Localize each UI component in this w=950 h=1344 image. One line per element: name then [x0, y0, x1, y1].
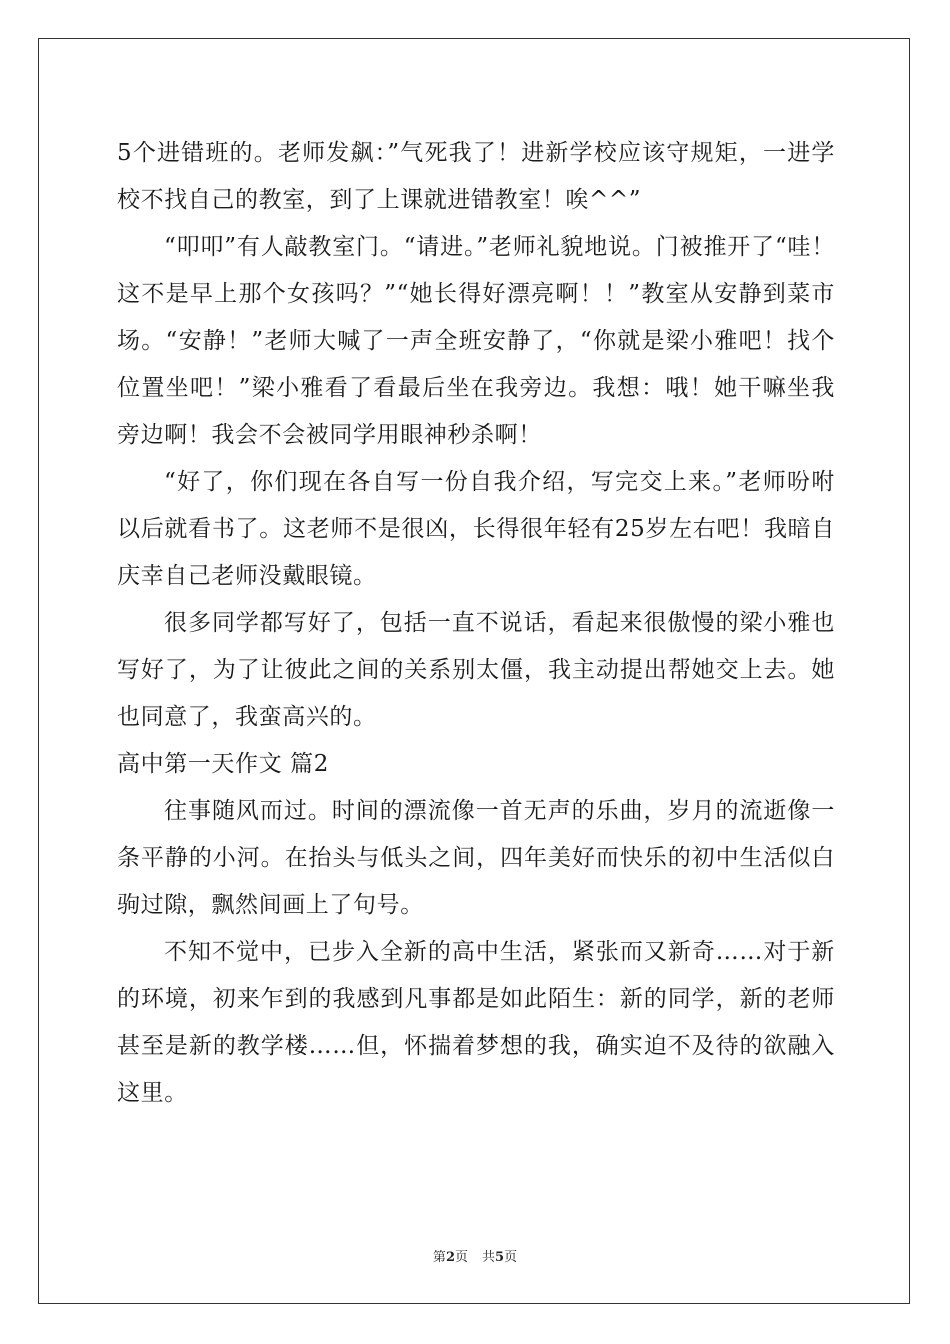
page-prefix: 第 [432, 1250, 446, 1265]
total-suffix: 页 [504, 1250, 518, 1265]
section-heading: 高中第一天作文 篇2 [117, 751, 329, 777]
page-total: 5 [495, 1250, 505, 1265]
paragraph-5: 往事随风而过。时间的漂流像一首无声的乐曲，岁月的流逝像一条平静的小河。在抬头与低头之间，四年美好而快乐的初中生活似白驹过隙，飘然间画上了句号。 [117, 798, 835, 918]
paragraph-1: 5个进错班的。老师发飙：”气死我了！进新学校应该守规矩，一进学校不找自己的教室，到了上课就进错教室！唉^^” [117, 140, 835, 213]
paragraph-6: 不知不觉中，已步入全新的高中生活，紧张而又新奇……对于新的环境，初来乍到的我感到凡事都是如此陌生：新的同学，新的老师甚至是新的教学楼……但，怀揣着梦想的我，确实迫不及待的欲融入这里。 [117, 939, 835, 1106]
page-current: 2 [445, 1250, 455, 1265]
page-suffix: 页 [454, 1250, 468, 1265]
paragraph-4: 很多同学都写好了，包括一直不说话，看起来很傲慢的梁小雅也写好了，为了让彼此之间的关系别太僵，我主动提出帮她交上去。她也同意了，我蛮高兴的。 [117, 610, 835, 730]
paragraph-2: “叩叩”有人敲教室门。“请进。”老师礼貌地说。门被推开了“哇！这不是早上那个女孩吗？”“她长得好漂亮啊！！”教室从安静到菜市场。“安静！”老师大喊了一声全班安静了，“你就是梁小雅吧！找个位置坐吧！”梁小雅看了看最后坐在我旁边。我想：哦！她干嘛坐我旁边啊！我会不会被同学用眼神秒杀啊！ [117, 234, 835, 448]
document-body [117, 130, 835, 1117]
page-footer [0, 1246, 950, 1265]
total-prefix: 共 [482, 1250, 496, 1265]
paragraph-3: “好了，你们现在各自写一份自我介绍，写完交上来。”老师吩咐以后就看书了。这老师不是很凶，长得很年轻有25岁左右吧！我暗自庆幸自己老师没戴眼镜。 [117, 469, 835, 589]
